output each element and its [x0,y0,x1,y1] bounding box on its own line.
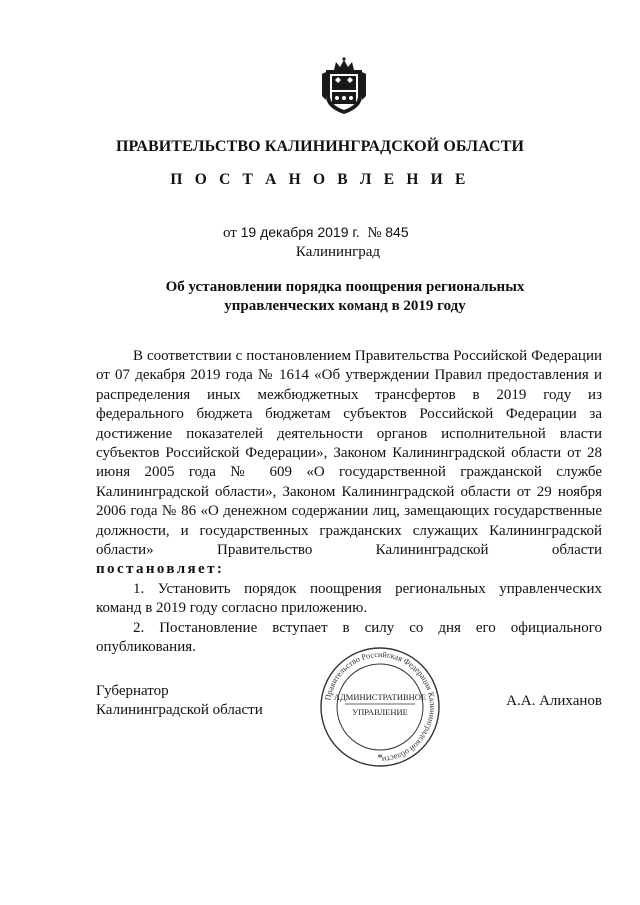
resolution-item-1: 1. Установить порядок поощрения региональных управленческих команд в 2019 году согласно приложению. [96,580,602,617]
official-seal [318,645,442,769]
resolves-keyword: постановляет: [96,561,225,578]
document-date: 19 декабря 2019 г. [240,224,360,240]
resolution-item-2: 2. Постановление вступает в силу со дня его официального опубликования. [96,619,602,656]
number-prefix: № [367,225,382,241]
document-city: Калининград [295,244,381,260]
date-number-line [223,224,409,242]
subject-line-2: управленческих команд в 2019 году [224,298,466,314]
subject-line-1: Об установлении порядка поощрения региональных [165,279,525,295]
document-type: П О С Т А Н О В Л Е Н И Е [170,171,470,188]
seal-center-line-2: УПРАВЛЕНИЕ [352,707,408,717]
seal-star-icon: * [377,752,383,764]
signer-title-line-1: Губернатор [96,683,169,699]
preamble-paragraph: В соответствии с постановлением Правительства Российской Федерации от 07 декабря 2019 года № 1614 «Об утверждении Правил предоставления и распределения иных межбюджетных трансфертов в 2019 году из федерального бюджета бюджетам субъектов Российской Федерации за достижение показателей деятельности органов исполнительной власти субъектов Российской Федерации», Законом Калининградской области от 28 июня 2005 года № 609 «О государственной гражданской службе Калининградской области», Законом Калининградской области от 29 ноября 2006 года № 86 «О денежном содержании лиц, замещающих государственные должности, и государственных гражданских служащих Калининградской области» Правительство Калининградской области [96,348,602,559]
document-subject [150,278,540,316]
signer-title-line-2: Калининградской области [96,702,263,718]
document-body [96,347,602,658]
signer-name: А.А. Алиханов [506,693,602,709]
document-number: 845 [385,224,409,240]
signer-title [96,682,263,720]
date-prefix: от [223,225,237,241]
coat-of-arms-emblem [320,56,368,116]
organization-title: ПРАВИТЕЛЬСТВО КАЛИНИНГРАДСКОЙ ОБЛАСТИ [115,138,525,155]
seal-outer-text: Правительство Российская Федерация Калининградской области [323,649,438,764]
seal-center-line-1: АДМИНИСТРАТИВНОЕ [333,692,427,702]
